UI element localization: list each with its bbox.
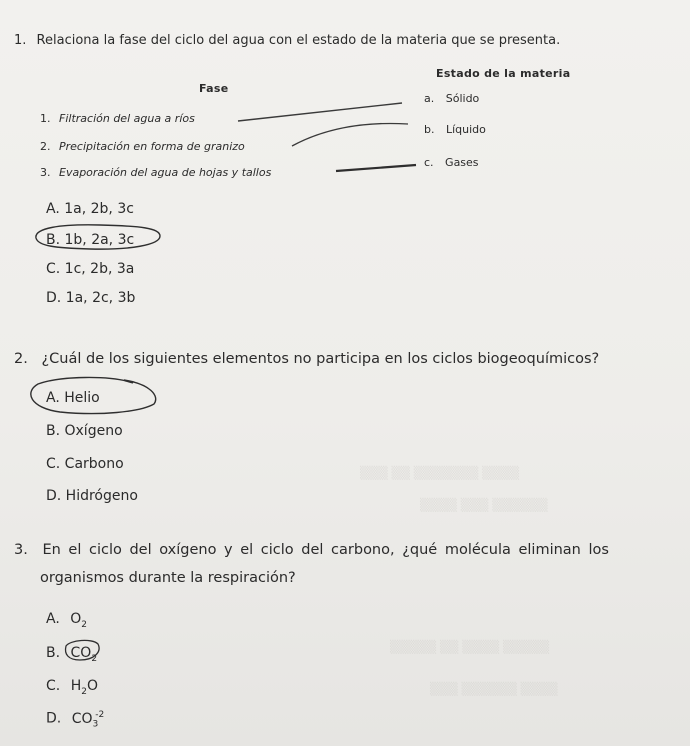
question-1-number: 1. bbox=[14, 33, 27, 48]
question-3-number: 3. bbox=[14, 542, 28, 558]
left-item-2: 2. Precipitación en forma de granizo bbox=[40, 140, 245, 153]
q1-option-d[interactable]: D. 1a, 2c, 3b bbox=[46, 290, 136, 306]
question-2-text: ¿Cuál de los siguientes elementos no participa en los ciclos biogeoquímicos? bbox=[41, 351, 600, 367]
q3-option-c[interactable]: C. $H_2O$ bbox=[46, 678, 98, 697]
q2-option-d[interactable]: D. Hidrógeno bbox=[46, 488, 138, 504]
left-item-1: 1. Filtración del agua a ríos bbox=[40, 112, 195, 125]
match-line-1 bbox=[238, 103, 402, 121]
header-fase: Fase bbox=[199, 82, 229, 95]
q3-option-a[interactable]: A. $O_2$ bbox=[46, 611, 87, 630]
match-line-2 bbox=[292, 123, 408, 146]
left-item-3: 3. Evaporación del agua de hojas y tallos bbox=[40, 166, 272, 179]
q2-option-c[interactable]: C. Carbono bbox=[46, 456, 124, 472]
question-2 bbox=[14, 352, 599, 367]
header-estado: Estado de la materia bbox=[436, 67, 571, 80]
question-2-number: 2. bbox=[14, 351, 28, 367]
match-line-3 bbox=[336, 165, 416, 171]
right-item-b: b. Líquido bbox=[424, 123, 486, 136]
q3-option-b[interactable]: B. $CO_2$ bbox=[46, 645, 98, 664]
q1-option-c[interactable]: C. 1c, 2b, 3a bbox=[46, 261, 135, 277]
question-3-line-1: 3. En el ciclo del oxígeno y el ciclo del carbono, ¿qué molécula eliminan los bbox=[14, 542, 609, 558]
q3-option-d[interactable]: D. $CO_3^{-2}$ bbox=[46, 710, 105, 730]
question-1-text: Relaciona la fase del ciclo del agua con el estado de la materia que se presenta. bbox=[36, 33, 561, 48]
q2-option-a[interactable]: A. Helio bbox=[46, 390, 100, 406]
right-item-a: a. Sólido bbox=[424, 92, 480, 105]
q1-option-a[interactable]: A. 1a, 2b, 3c bbox=[46, 201, 134, 217]
question-3-line-2: organismos durante la respiración? bbox=[40, 570, 296, 586]
right-item-c: c. Gases bbox=[424, 156, 479, 169]
q1-option-b[interactable]: B. 1b, 2a, 3c bbox=[46, 232, 135, 248]
q2-option-b[interactable]: B. Oxígeno bbox=[46, 423, 123, 439]
question-1 bbox=[14, 34, 560, 47]
